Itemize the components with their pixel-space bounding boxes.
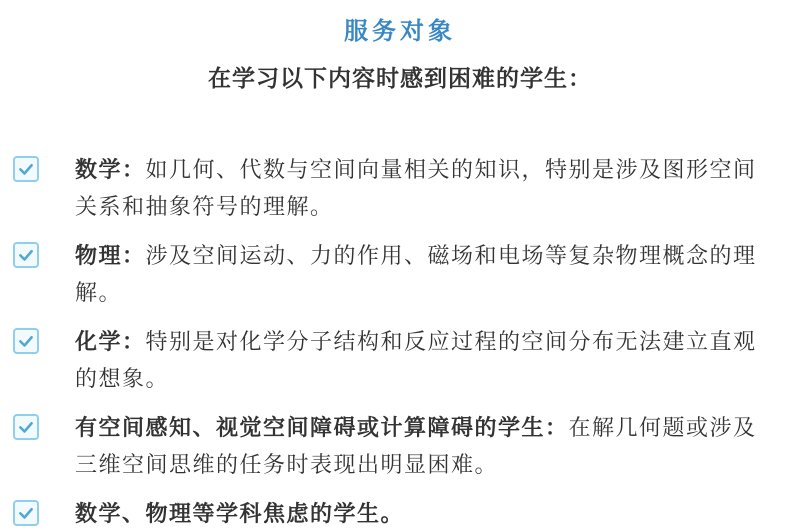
list-item-label: 化学： xyxy=(75,329,146,354)
list-item-subject-anxiety xyxy=(0,495,800,532)
list-item-physics xyxy=(0,237,800,311)
checked-checkbox-icon xyxy=(13,500,39,526)
list-item-chemistry xyxy=(0,323,800,397)
list-item-label: 数学： xyxy=(75,157,146,182)
checked-checkbox-icon xyxy=(13,414,39,440)
list-item-spatial-disorder xyxy=(0,409,800,483)
service-target-list xyxy=(0,151,800,532)
page-title: 服务对象 xyxy=(344,18,456,45)
list-item-text: 在解几何题或涉及三维空间思维的任务时表现出明显困难。 xyxy=(75,415,757,477)
page-subtitle: 在学习以下内容时感到困难的学生： xyxy=(208,65,592,91)
checked-checkbox-icon xyxy=(13,156,39,182)
list-item-text: 特别是对化学分子结构和反应过程的空间分布无法建立直观的想象。 xyxy=(75,329,757,391)
list-item-text: 涉及空间运动、力的作用、磁场和电场等复杂物理概念的理解。 xyxy=(75,243,757,305)
checked-checkbox-icon xyxy=(13,328,39,354)
list-item-math xyxy=(0,151,800,225)
checked-checkbox-icon xyxy=(13,242,39,268)
list-item-label: 数学、物理等学科焦虑的学生。 xyxy=(75,501,405,526)
list-item-label: 物理： xyxy=(75,243,146,268)
list-item-label: 有空间感知、视觉空间障碍或计算障碍的学生： xyxy=(75,415,569,440)
list-item-text: 如几何、代数与空间向量相关的知识，特别是涉及图形空间关系和抽象符号的理解。 xyxy=(75,157,757,219)
